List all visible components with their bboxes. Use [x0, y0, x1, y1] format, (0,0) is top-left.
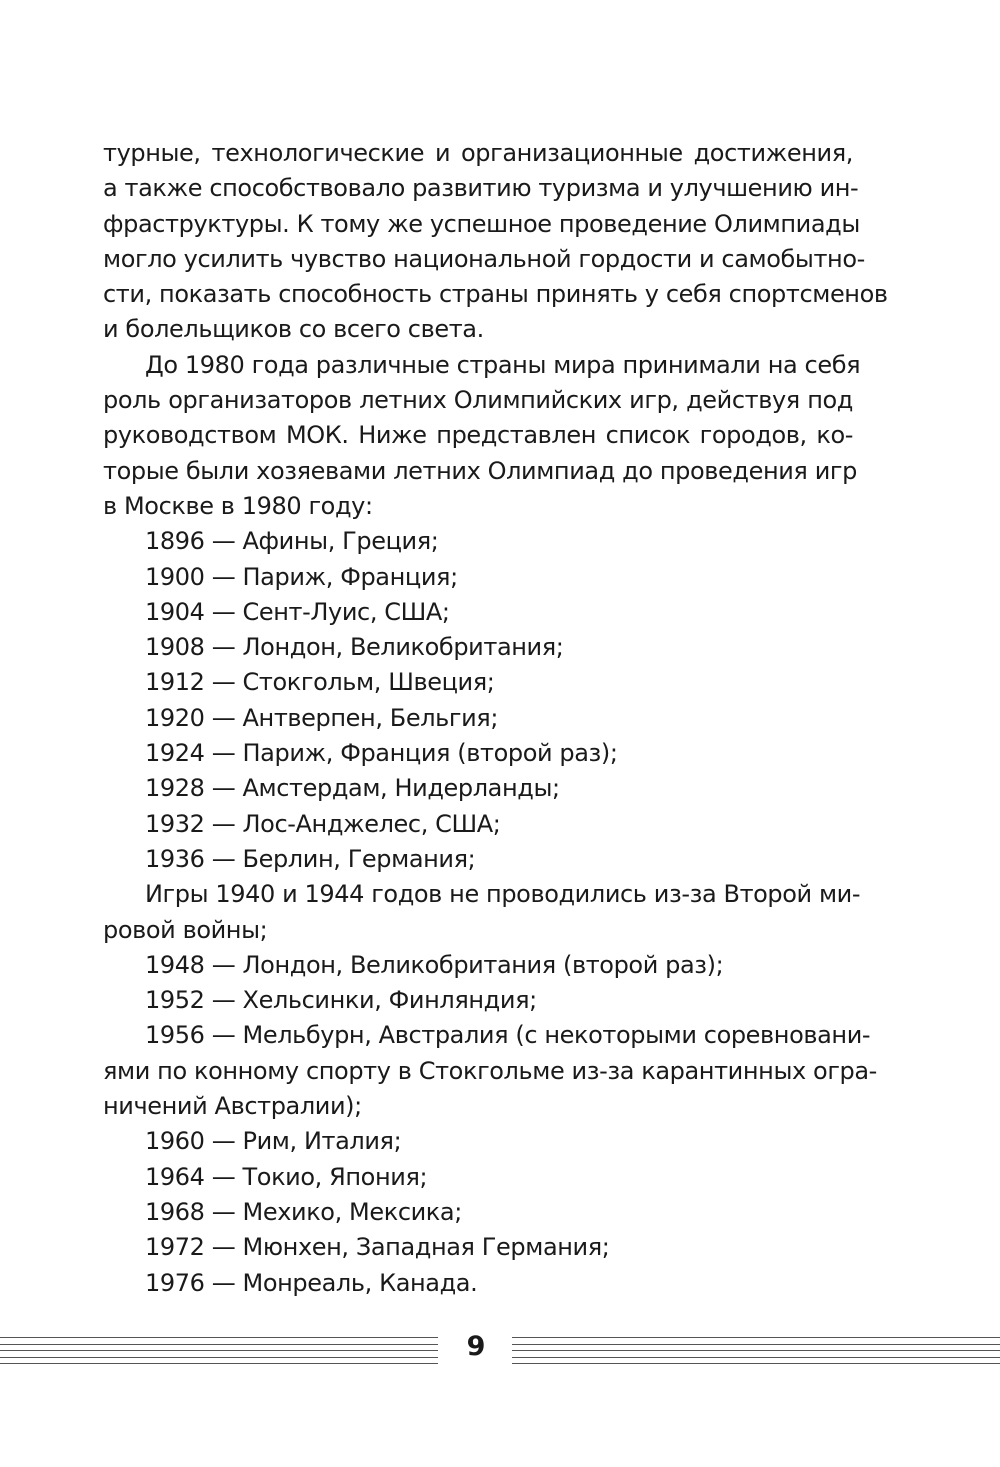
- footer-rules-left: [0, 1337, 438, 1364]
- paragraph-1-line: и болельщиков со всего света.: [103, 315, 484, 344]
- paragraph-2-line: в Москве в 1980 году:: [103, 491, 373, 520]
- paragraph-2-line: До 1980 года различные страны мира принимали на себя: [145, 350, 861, 379]
- melbourne-entry-line: 1956 — Мельбурн, Австралия (с некоторыми соревновани-: [145, 1021, 871, 1050]
- paragraph-2-line: торые были хозяевами летних Олимпиад до проведения игр: [103, 456, 857, 485]
- olympics-list-item: 1912 — Стокгольм, Швеция;: [145, 668, 495, 697]
- olympics-list-item: 1920 — Антверпен, Бельгия;: [145, 703, 499, 732]
- olympics-list-item: 1900 — Париж, Франция;: [145, 562, 458, 591]
- paragraph-2-line: руководством МОК. Ниже представлен список городов, ко-: [103, 421, 853, 450]
- page-number: 9: [466, 1331, 486, 1362]
- war-note-line: ровой войны;: [103, 915, 268, 944]
- olympics-list-item: 1964 — Токио, Япония;: [145, 1162, 428, 1191]
- paragraph-1-line: могло усилить чувство национальной гордости и самобытно-: [103, 244, 865, 273]
- olympics-list-item: 1924 — Париж, Франция (второй раз);: [145, 739, 618, 768]
- olympics-list-item: 1904 — Сент-Луис, США;: [145, 597, 450, 626]
- olympics-list-item: 1972 — Мюнхен, Западная Германия;: [145, 1233, 610, 1262]
- olympics-list-item: 1976 — Монреаль, Канада.: [145, 1268, 478, 1297]
- paragraph-1-line: а также способствовало развитию туризма и улучшению ин-: [103, 174, 859, 203]
- olympics-list-item: 1952 — Хельсинки, Финляндия;: [145, 986, 537, 1015]
- olympics-list-item: 1928 — Амстердам, Нидерланды;: [145, 774, 560, 803]
- olympics-list-item: 1960 — Рим, Италия;: [145, 1127, 402, 1156]
- body-text: [103, 136, 888, 1301]
- melbourne-entry-line: ничений Австралии);: [103, 1092, 362, 1121]
- paragraph-1-line: турные, технологические и организационные достижения,: [103, 139, 853, 167]
- olympics-list-item: 1908 — Лондон, Великобритания;: [145, 633, 564, 662]
- olympics-list-item: 1936 — Берлин, Германия;: [145, 844, 476, 873]
- paragraph-2-line: роль организаторов летних Олимпийских игр, действуя под: [103, 386, 853, 415]
- olympics-list-item: 1968 — Мехико, Мексика;: [145, 1197, 462, 1226]
- page-footer: [0, 1325, 1000, 1375]
- melbourne-entry-line: ями по конному спорту в Стокгольме из-за карантинных огра-: [103, 1056, 877, 1085]
- war-note-line: Игры 1940 и 1944 годов не проводились из-за Второй ми-: [145, 880, 861, 909]
- olympics-list-item: 1948 — Лондон, Великобритания (второй раз);: [145, 950, 724, 979]
- footer-rules-right: [512, 1337, 1000, 1364]
- olympics-list-item: 1896 — Афины, Греция;: [145, 527, 439, 556]
- paragraph-1-line: сти, показать способность страны принять у себя спортсменов: [103, 280, 888, 309]
- olympics-list-item: 1932 — Лос-Анджелес, США;: [145, 809, 501, 838]
- paragraph-1-line: фраструктуры. К тому же успешное проведение Олимпиады: [103, 209, 860, 238]
